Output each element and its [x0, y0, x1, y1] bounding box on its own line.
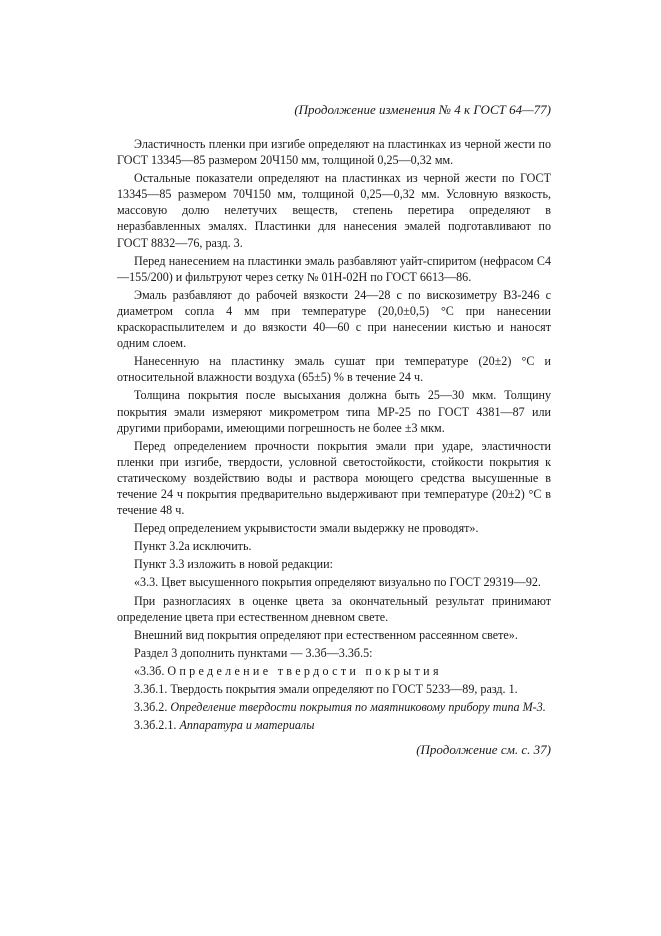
paragraph: «3.3. Цвет высушенного покрытия определяют визуально по ГОСТ 29319—92. — [134, 575, 541, 590]
section-heading-line — [117, 663, 551, 679]
page-footer: (Продолжение см. с. 37) — [416, 742, 551, 757]
document-body — [117, 136, 551, 735]
page-header: (Продолжение изменения № 4 к ГОСТ 64—77) — [294, 102, 551, 117]
paragraph: Нанесенную на пластинку эмаль сушат при температуре (20±2) °С и относительной влажности воздуха (65±5) % в течение 24 ч. — [117, 354, 551, 385]
paragraph: Эмаль разбавляют до рабочей вязкости 24—28 с по вискозиметру ВЗ-246 с диаметром сопла 4 мм при температуре (20,0±0,5) °С при нанесении краскораспылителем и до вязкости 40—60 с при нанесении кистью и наносят одним слоем. — [117, 287, 551, 351]
paragraph: Эластичность пленки при изгибе определяют на пластинках из черной жести по ГОСТ 13345—85 размером 20Ч150 мм, толщиной 0,25—0,32 мм. — [117, 137, 551, 168]
item-2-title: Определение твердости покрытия по маятниковому прибору типа М-3. — [170, 700, 546, 715]
item-1: 3.3б.1. Твердость покрытия эмали определяют по ГОСТ 5233—89, разд. 1. — [134, 682, 518, 696]
paragraph: При разногласиях в оценке цвета за окончательный результат принимают определение цвета при естественном дневном свете. — [117, 593, 551, 624]
paragraph: Раздел 3 дополнить пунктами — 3.3б—3.3б.5: — [134, 645, 373, 660]
item-2-number: 3.3б.2. — [134, 700, 168, 715]
paragraph: Толщина покрытия после высыхания должна быть 25—30 мкм. Толщину покрытия эмали измеряют микрометром типа МР-25 по ГОСТ 4381—87 или другими приборами, имеющими погрешность не более ±3 мкм. — [117, 388, 551, 435]
paragraph: Остальные показатели определяют на пластинках из черной жести по ГОСТ 13345—85 размером 70Ч150 мм, толщиной 0,25—0,32 мм. Условную вязкость, массовую долю нелетучих веществ, степень перетира определяют в неразбавленных эмалях. Пластинки для нанесения эмалей подготавливают по ГОСТ 8832—76, разд. 3. — [117, 171, 551, 250]
paragraph: Перед нанесением на пластинки эмаль разбавляют уайт-спиритом (нефрасом С4—155/200) и фильтруют через сетку № 01Н-02Н по ГОСТ 6613—86. — [117, 253, 551, 284]
paragraph: Внешний вид покрытия определяют при естественном рассеянном свете». — [134, 627, 518, 642]
section-heading: Определение твердости покрытия — [167, 663, 442, 678]
item-3 — [117, 717, 551, 733]
item-3-title: Аппаратура и материалы — [179, 718, 315, 733]
item-3-number: 3.3б.2.1. — [134, 718, 177, 733]
paragraph: Перед определением укрывистости эмали выдержку не проводят». — [134, 521, 479, 536]
item-2 — [117, 699, 551, 715]
paragraph: Перед определением прочности покрытия эмали при ударе, эластичности пленки при изгибе, твердости, условной светостойкости, стойкости покрытия к статическому воздействию воды и раствора моющего средства высушенные в течение 24 ч покрытия предварительно выдерживают при температуре (20±2) °С в течение 48 ч. — [117, 438, 551, 518]
paragraph: Пункт 3.3 изложить в новой редакции: — [134, 557, 333, 572]
section-prefix: «3.3б. — [134, 663, 165, 678]
paragraph: Пункт 3.2а исключить. — [134, 539, 252, 554]
